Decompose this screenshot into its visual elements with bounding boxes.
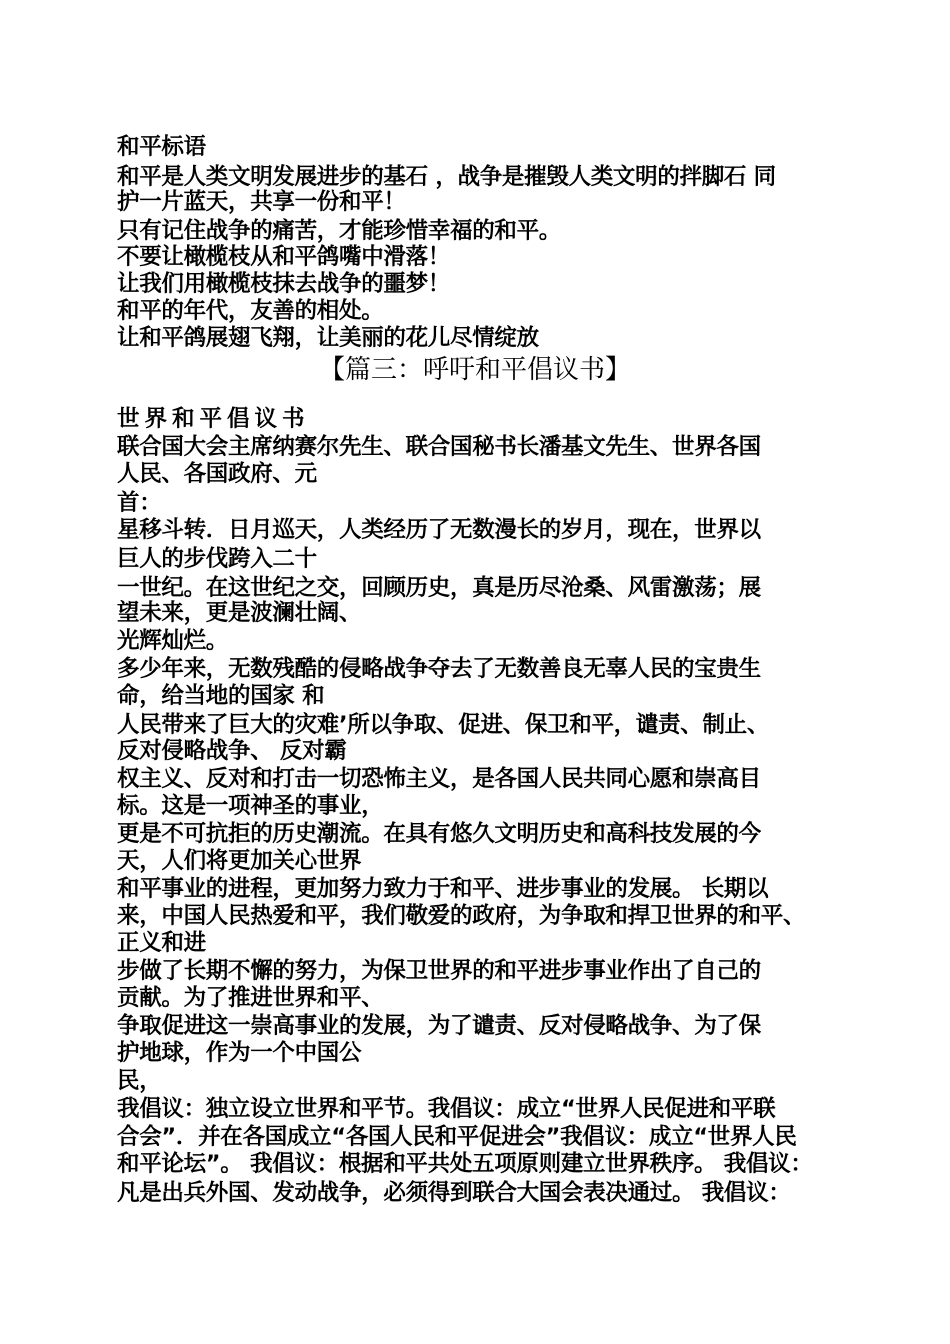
text-line: 护地球，作为一个中国公 [117,1040,362,1066]
text-line: 人民带来了巨大的灾难’所以争取、促进、保卫和平，谴责、制止、 [117,712,770,738]
text-line: 我倡议：独立设立世界和平节。我倡议：成立“世界人民促进和平联 [117,1096,776,1122]
text-line: 护一片蓝天，共享一份和平！ [117,189,406,215]
section-heading: 【篇三：呼吁和平倡议书】 [318,355,631,385]
text-line: 联合国大会主席纳赛尔先生、联合国秘书长潘基文先生、世界各国 [117,434,761,460]
text-line: 星移斗转．日月巡天，人类经历了无数漫长的岁月，现在，世界以 [117,517,761,543]
text-line: 光辉灿烂。 [117,628,229,654]
text-line: 贡献。为了推进世界和平、 [117,985,384,1011]
text-line: 人民、各国政府、元 [117,461,317,487]
text-line: 正义和进 [117,930,206,956]
text-line: 步做了长期不懈的努力，为保卫世界的和平进步事业作出了自己的 [117,958,761,984]
text-line: 标。这是一项神圣的事业， [117,793,384,819]
text-line: 和平论坛”。 我倡议：根据和平共处五项原则建立世界秩序。 我倡议： [117,1151,813,1177]
text-line: 民， [117,1068,162,1094]
text-line: 巨人的步伐跨入二十 [117,546,317,572]
text-line: 和平标语 [117,134,206,160]
text-line: 更是不可抗拒的历史潮流。在具有悠久文明历史和高科技发展的今 [117,821,761,847]
text-line: 一世纪。在这世纪之交，回顾历史，真是历尽沧桑、风雷激荡；展 [117,575,761,601]
text-line: 来，中国人民热爱和平，我们敬爱的政府，为争取和捍卫世界的和平、 [117,903,806,929]
text-line: 望未来，更是波澜壮阔、 [117,600,362,626]
text-line: 只有记住战争的痛苦，才能珍惜幸福的和平。 [117,218,562,244]
text-line: 和平事业的进程，更加努力致力于和平、进步事业的发展。 长期以 [117,876,769,902]
text-line: 命，给当地的国家 和 [117,683,325,709]
text-line: 反对侵略战争、 反对霸 [117,738,347,764]
text-line: 多少年来，无数残酷的侵略战争夺去了无数善良无辜人民的宝贵生 [117,656,761,682]
document-title: 世界和平倡议书 [117,406,310,432]
text-line: 合会”．并在各国成立“各国人民和平促进会”我倡议：成立“世界人民 [117,1124,797,1150]
text-line: 权主义、反对和打击一切恐怖主义，是各国人民共同心愿和崇高目 [117,766,761,792]
text-line: 不要让橄榄枝从和平鸽嘴中滑落！ [117,244,451,270]
text-line: 让和平鸽展翅飞翔，让美丽的花儿尽情绽放 [117,325,539,351]
text-line: 首： [117,490,162,516]
text-line: 天，人们将更加关心世界 [117,848,362,874]
text-line: 和平的年代，友善的相处。 [117,298,384,324]
text-line: 让我们用橄榄枝抹去战争的噩梦！ [117,271,451,297]
text-line: 争取促进这一崇高事业的发展，为了谴责、反对侵略战争、为了保 [117,1013,761,1039]
text-line: 和平是人类文明发展进步的基石 ，战争是摧毁人类文明的拌脚石 同 [117,164,776,190]
text-line: 凡是出兵外国、发动战争，必须得到联合大国会表决通过。 我倡议： [117,1180,791,1206]
